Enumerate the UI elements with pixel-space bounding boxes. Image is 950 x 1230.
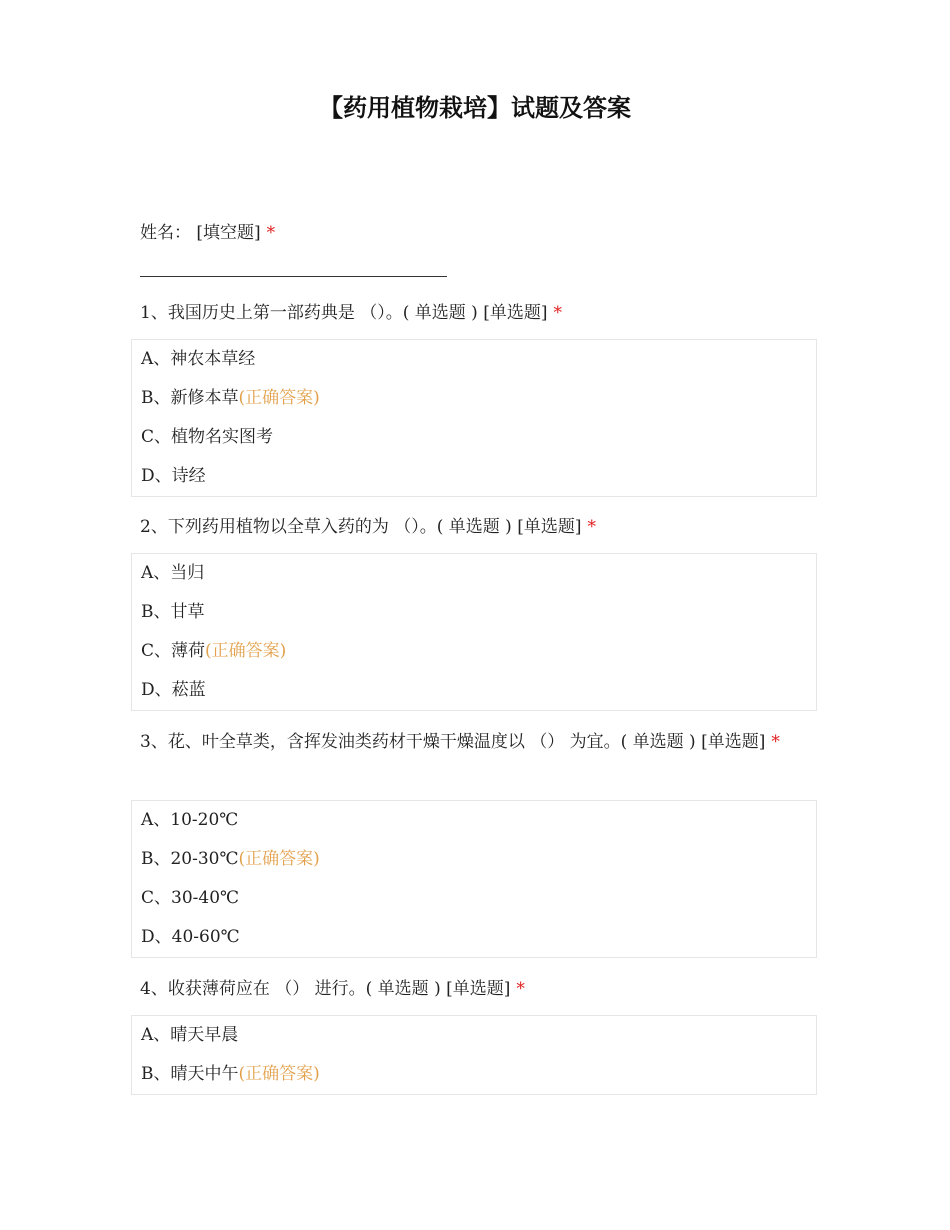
option-label: B、甘草 [141,602,205,622]
correct-answer-tag: (正确答案) [238,1064,320,1084]
option-a[interactable] [132,1016,816,1055]
question-text: 1、我国历史上第一部药典是 （）。( 单选题 ) [单选题] [140,303,548,323]
option-a[interactable] [132,801,816,840]
option-d[interactable] [132,918,816,957]
question-1 [140,296,820,330]
required-mark: * [587,517,596,537]
option-label: A、10-20℃ [141,810,239,830]
option-b[interactable] [132,593,816,632]
option-label: C、30-40℃ [141,888,240,908]
name-type: [填空题] [196,223,261,243]
question-text: 4、收获薄荷应在 （） 进行。( 单选题 ) [单选题] [140,979,511,999]
option-label: C、植物名实图考 [141,427,274,447]
question-2-options [131,553,817,711]
required-mark: * [771,732,780,752]
question-text: 3、花、叶全草类，含挥发油类药材干燥干燥温度以 （） 为宜。( 单选题 ) [单选题] [140,732,766,752]
option-label: D、菘蓝 [141,680,206,700]
option-a[interactable] [132,340,816,379]
option-d[interactable] [132,457,816,496]
correct-answer-tag: (正确答案) [238,849,320,869]
option-b[interactable] [132,840,816,879]
question-2 [140,510,820,544]
option-b[interactable] [132,379,816,418]
question-4-options [131,1015,817,1095]
option-c[interactable] [132,879,816,918]
option-label: A、晴天早晨 [141,1025,239,1045]
name-question [140,220,275,246]
option-label: B、晴天中午 [141,1064,239,1084]
correct-answer-tag: (正确答案) [238,388,320,408]
question-3-options [131,800,817,958]
question-4 [140,972,820,1006]
required-mark: * [516,979,525,999]
name-answer-line[interactable] [140,276,447,277]
option-label: D、40-60℃ [141,927,240,947]
option-label: A、当归 [141,563,205,583]
question-3 [140,725,820,759]
question-1-options [131,339,817,497]
option-b[interactable] [132,1055,816,1094]
required-mark: * [553,303,562,323]
option-c[interactable] [132,418,816,457]
option-label: A、神农本草经 [141,349,256,369]
option-label: B、新修本草 [141,388,239,408]
option-label: D、诗经 [141,466,206,486]
option-a[interactable] [132,554,816,593]
question-text: 2、下列药用植物以全草入药的为 （）。( 单选题 ) [单选题] [140,517,582,537]
name-label: 姓名： [140,223,191,243]
option-d[interactable] [132,671,816,710]
correct-answer-tag: (正确答案) [205,641,287,661]
option-label: C、薄荷 [141,641,206,661]
page-title: 【药用植物栽培】试题及答案 [319,94,631,122]
option-c[interactable] [132,632,816,671]
option-label: B、20-30℃ [141,849,239,869]
required-mark: * [266,223,276,243]
